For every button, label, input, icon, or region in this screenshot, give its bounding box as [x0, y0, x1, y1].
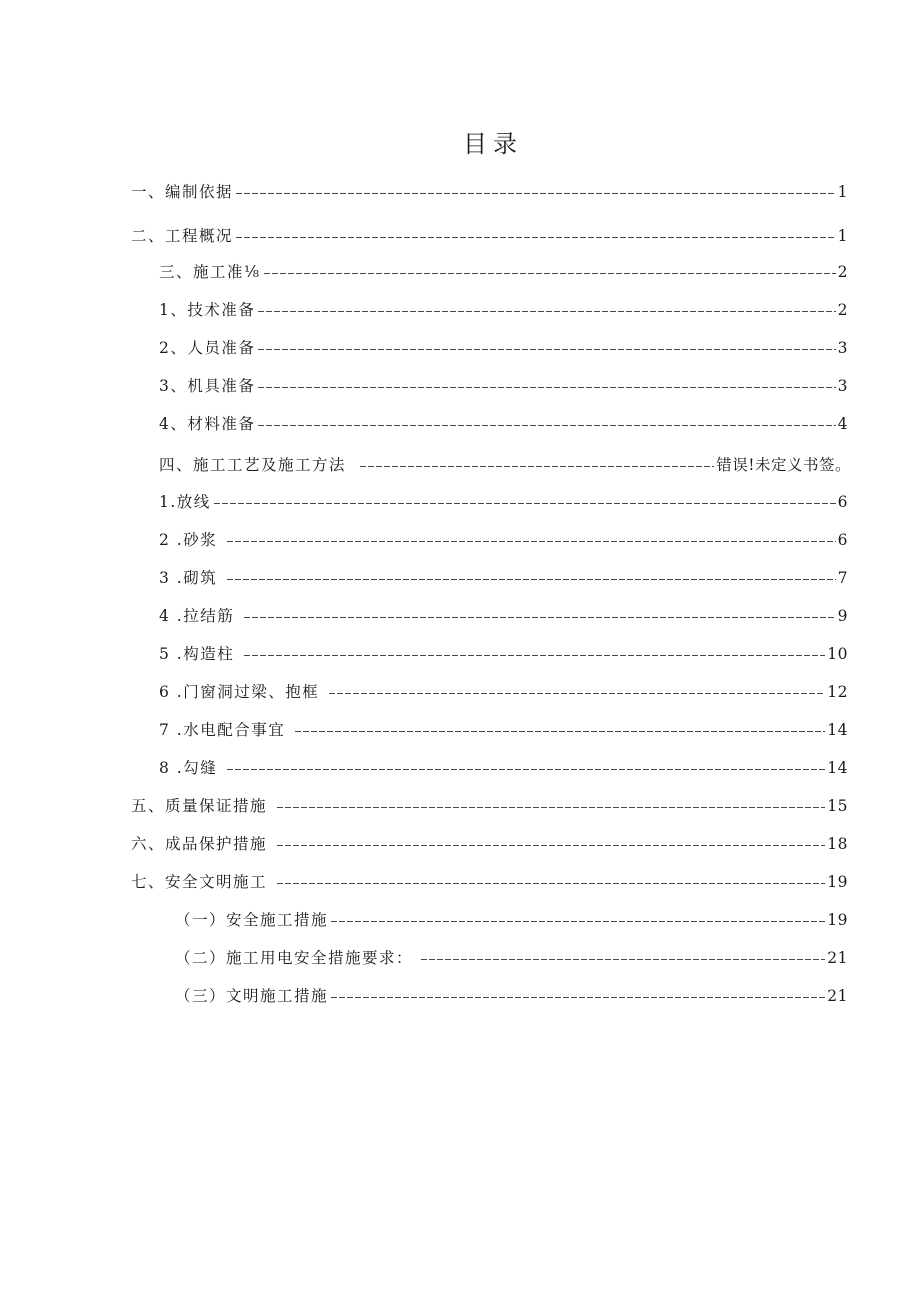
page-title: 目录 [463, 130, 523, 158]
toc-entry-label: （二）施工用电安全措施要求： [175, 949, 414, 967]
toc-entry[interactable] [175, 984, 848, 1008]
toc-entry-label: （一）安全施工措施 [175, 911, 329, 929]
toc-entry-label: （三）文明施工措施 [175, 987, 329, 1005]
toc-entry-page: 18 [827, 835, 848, 853]
toc-dot-leader [236, 193, 836, 194]
toc-entry-page: 21 [827, 949, 848, 967]
toc-dot-leader [331, 997, 825, 998]
toc-entry-page: 3 [837, 339, 848, 357]
toc-entry-label: 1.放线 [159, 493, 211, 511]
toc-entry-label: 3 .砌筑 [159, 569, 218, 587]
toc-entry[interactable] [159, 453, 851, 477]
toc-entry[interactable] [175, 946, 848, 970]
toc-entry-page: 19 [827, 911, 848, 929]
toc-entry-label: 5 .构造柱 [159, 645, 235, 663]
toc-entry-page: 12 [827, 683, 848, 701]
toc-entry-label: 3、机具准备 [159, 377, 256, 395]
toc-dot-leader [244, 617, 835, 618]
toc-entry-page: 9 [837, 607, 848, 625]
toc-dot-leader [360, 466, 714, 467]
toc-entry-page: 7 [837, 569, 848, 587]
toc-entry-page: 2 [837, 301, 848, 319]
toc-entry[interactable] [159, 336, 848, 360]
toc-dot-leader [421, 959, 825, 960]
toc-entry[interactable] [159, 260, 848, 284]
toc-entry-page: 19 [827, 873, 848, 891]
toc-dot-leader [227, 769, 825, 770]
toc-entry[interactable] [131, 794, 848, 818]
toc-dot-leader [331, 921, 825, 922]
toc-dot-leader [258, 425, 835, 426]
toc-entry[interactable] [159, 374, 848, 398]
toc-entry-label: 五、质量保证措施 [131, 797, 268, 815]
toc-entry-page: 6 [837, 531, 848, 549]
toc-entry[interactable] [159, 490, 848, 514]
toc-entry-label: 4 .拉结筋 [159, 607, 235, 625]
toc-entry-page: 3 [837, 377, 848, 395]
toc-dot-leader [244, 655, 825, 656]
toc-entry-page: 6 [837, 493, 848, 511]
toc-dot-leader [258, 349, 835, 350]
toc-dot-leader [214, 503, 836, 504]
toc-entry-page: 21 [827, 987, 848, 1005]
toc-entry-label: 一、编制依据 [131, 183, 234, 201]
toc-entry[interactable] [131, 832, 848, 856]
toc-entry-label: 七、安全文明施工 [131, 873, 268, 891]
toc-entry[interactable] [159, 680, 848, 704]
toc-entry-label: 六、成品保护措施 [131, 835, 268, 853]
toc-dot-leader [258, 311, 835, 312]
toc-entry-page: 2 [837, 263, 848, 281]
toc-entry[interactable] [131, 870, 848, 894]
toc-entry-page: 14 [827, 759, 848, 777]
toc-dot-leader [295, 731, 825, 732]
toc-entry[interactable] [131, 224, 848, 248]
toc-entry-label: 7 .水电配合事宜 [159, 721, 286, 739]
toc-entry-label: 四、施工工艺及施工方法 [159, 456, 347, 474]
toc-entry-label: 二、工程概况 [131, 227, 234, 245]
toc-entry-page: 15 [827, 797, 848, 815]
toc-entry-label: 8 .勾缝 [159, 759, 218, 777]
toc-entry-page: 4 [837, 415, 848, 433]
toc-entry-label: 三、施工准⅛ [159, 263, 261, 281]
toc-dot-leader [277, 807, 825, 808]
toc-entry[interactable] [159, 566, 848, 590]
toc-dot-leader [258, 387, 835, 388]
toc-entry[interactable] [159, 528, 848, 552]
toc-dot-leader [264, 273, 836, 274]
toc-dot-leader [329, 693, 825, 694]
toc-entry[interactable] [159, 604, 848, 628]
toc-entry[interactable] [159, 642, 848, 666]
toc-entry-page: 10 [827, 645, 848, 663]
toc-entry-label: 2 .砂浆 [159, 531, 218, 549]
toc-entry-label: 1、技术准备 [159, 301, 256, 319]
toc-entry-page: 1 [837, 227, 848, 245]
toc-entry[interactable] [159, 412, 848, 436]
toc-entry-label: 6 .门窗洞过梁、抱框 [159, 683, 320, 701]
toc-entry-label: 4、材料准备 [159, 415, 256, 433]
toc-entry-page: 14 [827, 721, 848, 739]
toc-dot-leader [227, 541, 835, 542]
toc-entry[interactable] [131, 180, 848, 204]
toc-entry[interactable] [175, 908, 848, 932]
toc-dot-leader [277, 845, 825, 846]
toc-entry[interactable] [159, 298, 848, 322]
toc-dot-leader [236, 237, 836, 238]
toc-entry-page: 错误!未定义书签。 [716, 456, 851, 474]
toc-dot-leader [227, 579, 835, 580]
toc-entry[interactable] [159, 756, 848, 780]
toc-entry-label: 2、人员准备 [159, 339, 256, 357]
toc-entry-page: 1 [837, 183, 848, 201]
toc-dot-leader [277, 883, 825, 884]
toc-entry[interactable] [159, 718, 848, 742]
